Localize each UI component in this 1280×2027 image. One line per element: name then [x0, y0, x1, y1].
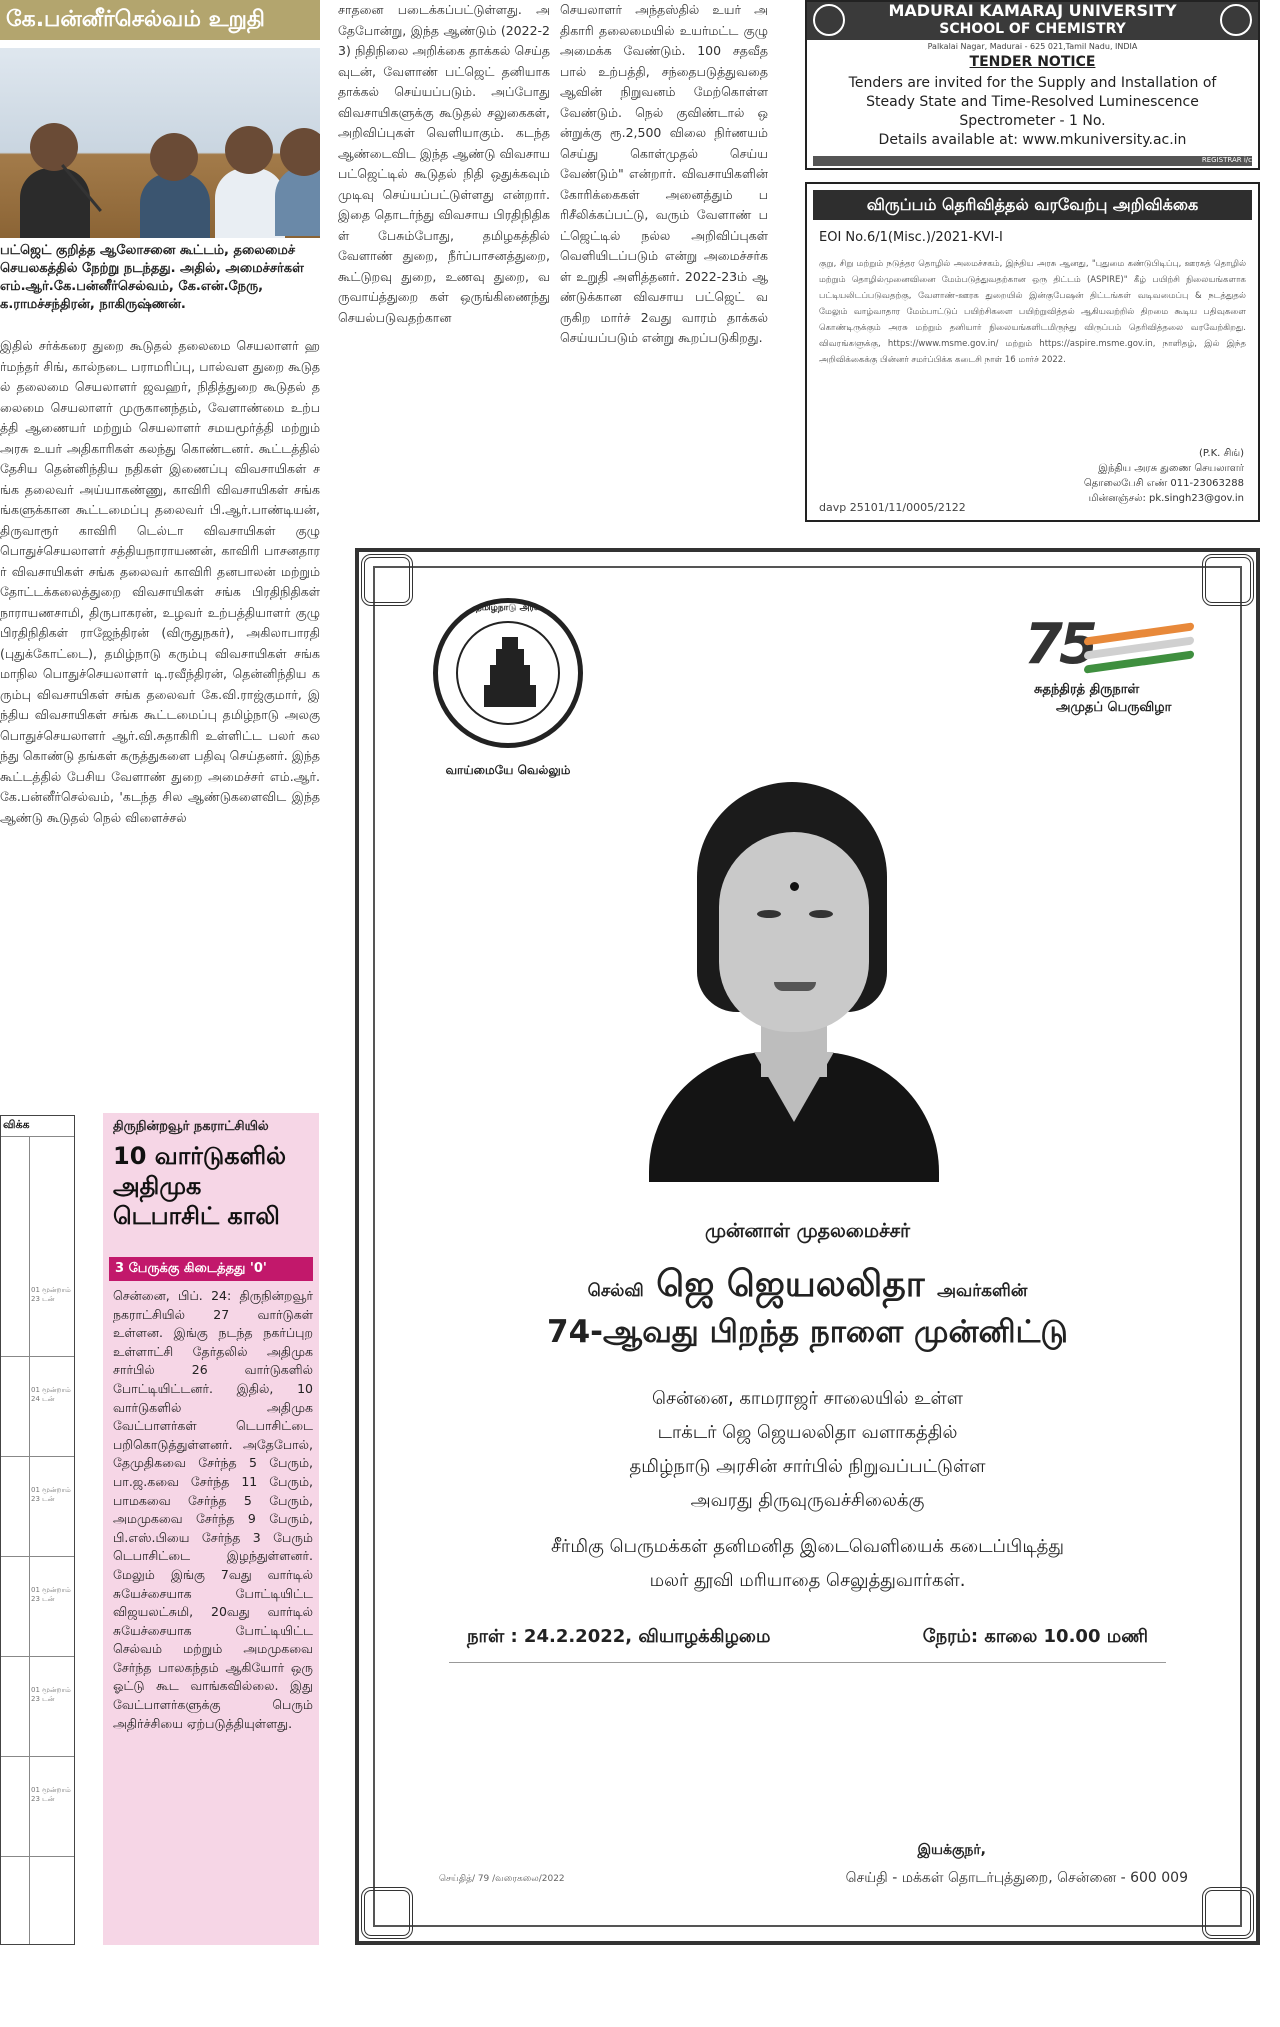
venue-line: டாக்டர் ஜெ ஜெயலலிதா வளாகத்தில்	[657, 1422, 958, 1443]
tender-address: Palkalai Nagar, Madurai - 625 021,Tamil Nadu, INDIA	[927, 42, 1138, 51]
eoi-number: EOI No.6/1(Misc.)/2021-KVI-I	[819, 230, 1003, 245]
logo-line-1: சுதந்திரத் திருநாள்	[1034, 682, 1140, 697]
eoi-heading: விருப்பம் தெரிவித்தல் வரவேற்பு அறிவிக்கை	[813, 190, 1252, 220]
table-rule	[1, 1456, 74, 1457]
venue-line: சென்னை, காமராஜர் சாலையில் உள்ள	[652, 1388, 963, 1409]
tender-details: Details available at: www.mkuniversity.ac.in	[878, 132, 1187, 148]
table-column-rule	[29, 1136, 30, 1944]
eoi-signature	[1084, 446, 1244, 506]
results-table-panel	[0, 1115, 75, 1945]
temple-tower-icon	[490, 665, 530, 685]
table-rule	[1, 1136, 74, 1137]
ornament-corner-icon	[361, 554, 413, 606]
table-rule	[1, 1356, 74, 1357]
tender-title: TENDER NOTICE	[969, 54, 1096, 70]
name-prefix: செல்வி	[587, 1281, 644, 1301]
person-figure	[30, 123, 78, 171]
middle-article-column-2: செயலாளர் அந்தஸ்தில் உயர் அதிகாரி தலைமையில் உயர்மட்ட குழு அமைக்க வேண்டும். 100 சதவீத பால் உற்பத்தி, சந்தைபடுத்துவதை ஆவின் நிறுவனம் மேற்கொள்ள வேண்டும். நெல் குவிண்டால் ஒன்றுக்கு ரூ.2,500 விலை நிர்ணயம் செய்து கொள்முதல் செய்ய வேண்டும்" என்றார். விவசாயிகளின் கோரிக்கைகள் அனைத்தும் பரிசீலிக்கப்பட்டு, வரும் வேளாண் பட்ஜெட்டில் நல்ல அறிவிப்புகள் வெளியிடப்படும் என்று அமைச்சர்கள் உறுதி அளித்தனர். 2022-23ம் ஆண்டுக்கான விவசாய பட்ஜெட் வருகிற மார்ச் 2வது வாரம் தாக்கல் செய்யப்படும் என்று கூறப்படுகிறது.	[560, 2, 768, 345]
table-cell: 01 மூன்றாம் 24 டன்	[31, 1386, 71, 1403]
logo-number: 75	[1024, 612, 1094, 677]
person-figure	[150, 133, 198, 181]
portrait-eye	[757, 910, 781, 918]
eoi-code: davp 25101/11/0005/2122	[819, 501, 966, 514]
headline-bar: கே.பன்னீர்செல்வம் உறுதி	[0, 0, 320, 40]
tender-footer: REGISTRAR i/c	[813, 156, 1252, 166]
left-article-text: இதில் சர்க்கரை துறை கூடுதல் தலைமை செயலாளர் ஹர்மந்தர் சிங், கால்நடை பராமரிப்பு, பால்வள துறை கூடுதல் தலைமை செயலாளர் ஜவஹர், நிதித்துறை கூடுதல் தலைமை செயலாளர் முருகானந்தம், வேளாண்மை உற்பத்தி ஆணையர் மற்றும் செயலாளர் சமயமூர்த்தி மற்றும் அரசு உயர் அதிகாரிகள் கலந்து கொண்டனர். கூட்டத்தில் தேசிய தென்னிந்திய நதிகள் இணைப்பு விவசாயிகள் சங்க தலைவர் அய்யாகண்ணு, காவிரி விவசாயிகள் சங்கங்களுக்கான கூட்டமைப்பு தலைவர் பி.ஆர்.பாண்டியன், திருவாரூர் காவிரி டெல்டா விவசாயிகள் குழு பொதுச்செயலாளர் சத்தியநாராயணன், காவிரி பாசனதாரர் விவசாயிகள் சங்க தலைவர் காவிரி தனபாலன் மற்றும் தோட்டக்கலைத்துறை விவசாயிகள் சங்க பிரதிநிதிகள் நாராயணசாமி, திருபாகரன், உழவர் உற்பத்தியாளர் குழு பிரதிநிதிகள் ராஜேந்திரன் (விருதுநகர்), அகிலாபாரதி (புதுக்கோட்டை), தமிழ்நாடு கரும்பு விவசாயிகள் சங்க மாநில பொதுச்செயலாளர் டி.ரவீந்திரன், தென்னிந்திய கரும்பு விவசாயிகள் சங்க தலைவர் கே.வி.ராஜ்குமார், இந்திய விவசாயிகள் சங்க கூட்டமைப்பு தமிழ்நாடு அலகு பொதுச்செயலாளர் ஆர்.வி.சுதாகிரி உள்ளிட்ட பலர் கலந்து கொண்டு தங்கள் கருத்துகளை பதிவு செய்தனர். இந்த கூட்டத்தில் பேசிய வேளாண் துறை அமைச்சர் எம்.ஆர்.கே.பன்னீர்செல்வம், 'கடந்த சில ஆண்டுகளைவிட இந்த ஆண்டு கூடுதல் நெல் விளைச்சல்	[0, 338, 320, 825]
portrait-smile	[774, 982, 816, 991]
news-kicker: திருநின்றவூர் நகராட்சியில்	[113, 1119, 269, 1134]
table-cell: 01 மூன்றாம் 23 டன்	[31, 1786, 71, 1803]
election-news-box	[103, 1113, 319, 1945]
eoi-body: குறு, சிறு மற்றும் நடுத்தர தொழில் அமைச்சகம், இந்திய அரசு ஆனது, "புதுமை கண்டுபிடிப்பு, ஊரகத் தொழில் மற்றும் தொழில்முனைவினை மேம்படுத்துவதற்கான ஒரு திட்டம் (ASPIRE)" கீழ் பயிற்சி நிலையங்களாக பட்டியலிடப்படுவதற்கு, வேளாண்-ஊரக துறையில் இன்குபேஷன் திட்டங்கள் வடிவமைப்பு & நடத்துதல் மேலும் வாழ்வாதார மேம்பாட்டுப் பயிற்சிகளை பயிற்றுவித்தல் ஆகியவற்றில் திறமை கூடிய பதிவுகளை கொண்டிருக்கும் அரசு மற்றும் தனியார் நிலையங்களிடமிருந்து விருப்பம் தெரிவித்தலை வரவேற்கிறது. விவரங்களுக்கு, https://www.msme.gov.in/ மற்றும் https://aspire.msme.gov.in, நாளிதழ், இல் இந்த அறிவிக்கைக்கு பின்னர் சமர்ப்பிக்க கடைசி நாள் 16 மார்ச் 2022.	[819, 259, 1246, 365]
event-date: நாள் : 24.2.2022, வியாழக்கிழமை	[467, 1626, 771, 1647]
ornament-corner-icon	[1202, 554, 1254, 606]
temple-tower-icon	[496, 649, 524, 665]
divider	[449, 1662, 1166, 1663]
name-suffix: அவர்களின்	[937, 1281, 1028, 1301]
emblem-top-text: தமிழ்நாடு அரசு	[475, 603, 541, 613]
tender-header	[807, 2, 1258, 40]
tender-notice	[805, 0, 1260, 170]
ornament-corner-icon	[361, 1887, 413, 1939]
news-body: சென்னை, பிப். 24: திருநின்றவூர் நகராட்சியில் 27 வார்டுகள் உள்ளன. இங்கு நடந்த நகர்ப்புற உள்ளாட்சி தேர்தலில் அதிமுக சார்பில் 26 வார்டுகளில் போட்டியிட்டனர். இதில், 10 வார்டுகளில் அதிமுக வேட்பாளர்கள் டெபாசிட்டை பறிகொடுத்துள்ளனர். அதேபோல், தேமுதிகவை சேர்ந்த 5 பேரும், பா.ஜ.கவை சேர்ந்த 11 பேரும், பாமகவை சேர்ந்த 5 பேரும், அமமுகவை சேர்ந்த 9 பேரும், பி.எஸ்.பியை சேர்ந்த 3 பேரும் டெபாசிட்டை இழந்துள்ளனர். மேலும் இங்கு 7வது வார்டில் சுயேச்சையாக போட்டியிட்ட விஜயலட்சுமி, 20வது வார்டில் சுயேச்சையாக போட்டியிட்ட செல்வம் மற்றும் அமமுகவை சேர்ந்த பாலகந்தம் ஆகியோர் ஒரு ஓட்டு கூட வாங்கவில்லை. இது வேட்பாளர்களுக்கு பெரும் அதிர்ச்சியை ஏற்படுத்தியுள்ளது.	[113, 1288, 313, 1731]
ornament-corner-icon	[1202, 1887, 1254, 1939]
venue-line: தமிழ்நாடு அரசின் சார்பில் நிறுவப்பட்டுள்ள	[629, 1456, 986, 1477]
azadi-75-logo	[1024, 612, 1194, 722]
eoi-notice	[805, 182, 1260, 522]
tribute-name: ஜெ ஜெயலலிதா	[656, 1264, 925, 1305]
logo-line-2: அமுதப் பெருவிழா	[1056, 700, 1172, 715]
middle-article-column-1: சாதனை படைக்கப்பட்டுள்ளது. அதேபோன்று, இந்த ஆண்டும் (2022-23) நிதிநிலை அறிக்கை தாக்கல் செய்தவுடன், வேளாண் பட்ஜெட் தனியாக தாக்கல் செய்யப்படும். அப்போது விவசாயிகளுக்கு கூடுதல் சலுகைகள், அறிவிப்புகள் வெளியாகும். கடந்த ஆண்டைவிட இந்த ஆண்டு விவசாய பட்ஜெட்டில் கூடுதல் நிதி ஒதுக்கவும் முடிவு செய்யப்பட்டுள்ளது என்றார். இதை தொடர்ந்து விவசாய பிரதிநிதிகள் பேசும்போது, தமிழகத்தில் வேளாண் துறை, நீர்ப்பாசனத்துறை, கூட்டுறவு துறை, உணவு துறை, வருவாய்த்துறை கள் ஒருங்கிணைந்து செயல்படுவதற்கான	[338, 2, 550, 325]
table-header: விக்க	[3, 1118, 30, 1131]
event-time: நேரம்: காலை 10.00 மணி	[922, 1626, 1148, 1647]
table-rule	[1, 1656, 74, 1657]
emblem-inner-ring	[456, 621, 560, 725]
department-name: SCHOOL OF CHEMISTRY	[939, 21, 1126, 37]
table-cell: 01 மூன்றாம் 23 டன்	[31, 1486, 71, 1503]
tribute-advertisement	[355, 548, 1260, 1945]
table-cell: 01 மூன்றாம் 23 டன்	[31, 1286, 71, 1303]
temple-tower-icon	[484, 685, 536, 707]
tribute-subtitle: முன்னாள் முதலமைச்சர்	[704, 1220, 911, 1242]
meeting-photo	[0, 48, 320, 238]
homage-line: சீர்மிகு பெருமக்கள் தனிமனித இடைவெளியைக் கடைப்பிடித்து	[550, 1536, 1065, 1557]
table-rule	[1, 1556, 74, 1557]
issuer-title: இயக்குநர்,	[917, 1842, 986, 1858]
tribute-venue-text	[359, 1382, 1256, 1518]
university-emblem-icon	[813, 4, 845, 36]
ad-code: செய்தித்/ 79 /வரைகலை/2022	[439, 1874, 565, 1884]
news-headline: 10 வார்டுகளில் அதிமுக டெபாசிட் காலி	[113, 1142, 287, 1230]
eoi-phone: தொலைபேசி எண் 011-23063288	[1083, 478, 1244, 489]
eoi-email: மின்னஞ்சல்: pk.singh23@gov.in	[1088, 493, 1244, 504]
person-figure	[225, 126, 273, 174]
state-emblem-icon	[1220, 4, 1252, 36]
person-figure	[140, 173, 210, 238]
tribute-homage-text	[359, 1530, 1256, 1598]
news-tag: 3 பேருக்கு கிடைத்தது '0'	[109, 1257, 313, 1281]
university-name: MADURAI KAMARAJ UNIVERSITY	[888, 1, 1177, 20]
portrait-photo	[649, 782, 939, 1182]
temple-tower-icon	[502, 637, 518, 649]
person-figure	[20, 168, 90, 238]
portrait-eye	[809, 910, 833, 918]
table-rule	[1, 1856, 74, 1857]
table-cell: 01 மூன்றாம் 23 டன்	[31, 1686, 71, 1703]
emblem-motto: வாய்மையே வெல்லும்	[445, 763, 571, 777]
issuer-department: செய்தி - மக்கள் தொடர்புத்துறை, சென்னை - 600 009	[845, 1870, 1188, 1886]
table-cell: 01 மூன்றாம் 23 டன்	[31, 1586, 71, 1603]
person-figure	[275, 166, 320, 236]
portrait-bindi	[790, 882, 799, 891]
person-figure	[280, 128, 320, 176]
tender-body: Tenders are invited for the Supply and Installation of Steady State and Time-Resolved Luminescence Spectrometer - 1 No.	[848, 75, 1217, 129]
eoi-signer-title: இந்திய அரசு துணை செயலாளர்	[1098, 463, 1244, 474]
venue-line: அவரது திருவுருவச்சிலைக்கு	[690, 1490, 925, 1511]
homage-line: மலர் தூவி மரியாதை செலுத்துவார்கள்.	[649, 1570, 966, 1591]
tamil-nadu-emblem-icon	[433, 598, 583, 777]
photo-caption: பட்ஜெட் குறித்த ஆலோசனை கூட்டம், தலைமைச் செயலகத்தில் நேற்று நடந்தது. அதில், அமைச்சர்கள் எம்.ஆர்.கே.பன்னீர்செல்வம், கே.என்.நேரு, க.ராமச்சந்திரன், நாகிருஷ்ணன்.	[0, 243, 304, 312]
tribute-occasion: 74-ஆவது பிறந்த நாளை முன்னிட்டு	[547, 1314, 1068, 1350]
tribute-name-line	[359, 1264, 1256, 1310]
table-rule	[1, 1756, 74, 1757]
portrait-face	[719, 832, 869, 1032]
eoi-signer: (P.K. சிங்)	[1199, 448, 1244, 459]
